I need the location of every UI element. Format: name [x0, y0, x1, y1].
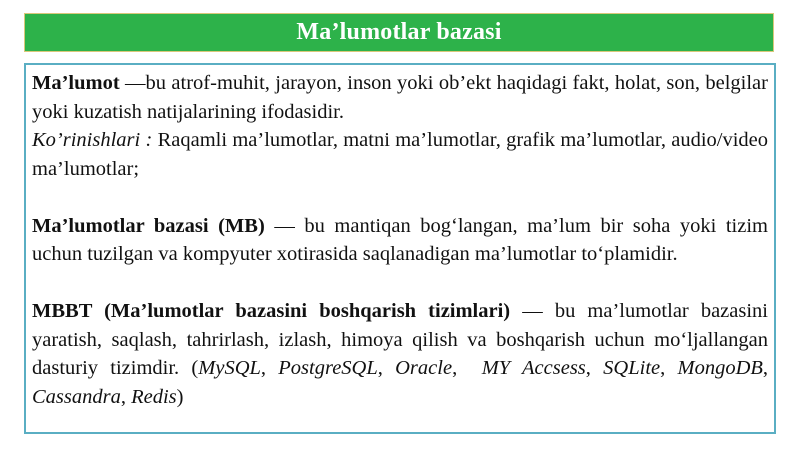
definition-mbbt-text: — bu ma’lumotlar bazasini yaratish, saqlash, tahrirlash, izlash, himoya qilish va boshqarish uchun mo‘ljallangan dasturiy tizimdir. (: [32, 300, 769, 379]
types-label: Ko’rinishlari :: [32, 129, 153, 151]
definition-mb: [32, 212, 768, 269]
term-mbbt: MBBT (Ma’lumotlar bazasini boshqarish tizimlari): [32, 300, 511, 322]
definition-malumot: [32, 69, 768, 126]
example-dbms: MY Accsess: [481, 357, 586, 379]
term-mb: Ma’lumotlar bazasi (MB): [32, 214, 265, 237]
definition-mbbt: MBBT (Ma’lumotlar bazasini boshqarish tizimlari) — bu ma’lumotlar bazasini yaratish, saqlash, tahrirlash, izlash, himoya qilish va boshqarish uchun mo‘ljallangan dasturiy tizimdir. (MySQL, PostgreSQL, Oracle, MY Accsess, SQLite, MongoDB, Cassandra, Redis): [32, 300, 769, 408]
title-bar: [24, 13, 774, 52]
types-text: Raqamli ma’lumotlar, matni ma’lumotlar, grafik ma’lumotlar, audio/video ma’lumotlar;: [32, 129, 769, 180]
example-dbms: MongoDB: [677, 357, 763, 379]
example-dbms: Cassandra: [32, 385, 121, 408]
term-malumot: Ma’lumot: [32, 72, 120, 94]
page-title: Ma’lumotlar bazasi: [296, 19, 502, 45]
spacer: [32, 269, 768, 298]
example-dbms: PostgreSQL: [278, 357, 378, 379]
content-box: [24, 63, 776, 434]
types-paragraph: [32, 126, 768, 183]
definition-mb-text: — bu mantiqan bog‘langan, ma’lum bir soha yoki tizim uchun tuzilgan va kompyuter xotirasida saqlanadigan ma’lumotlar to‘plamidir.: [32, 214, 768, 265]
example-dbms: SQLite: [603, 357, 661, 379]
example-dbms: Redis: [131, 385, 177, 408]
spacer: [32, 183, 768, 212]
definition-malumot-text: —bu atrof-muhit, jarayon, inson yoki ob’ekt haqidagi fakt, holat, son, belgilar yoki kuzatish natijalarining ifodasidir.: [32, 72, 768, 123]
example-dbms: MySQL: [198, 357, 261, 379]
example-dbms: Oracle: [395, 357, 453, 379]
closing-paren: ): [176, 385, 184, 408]
